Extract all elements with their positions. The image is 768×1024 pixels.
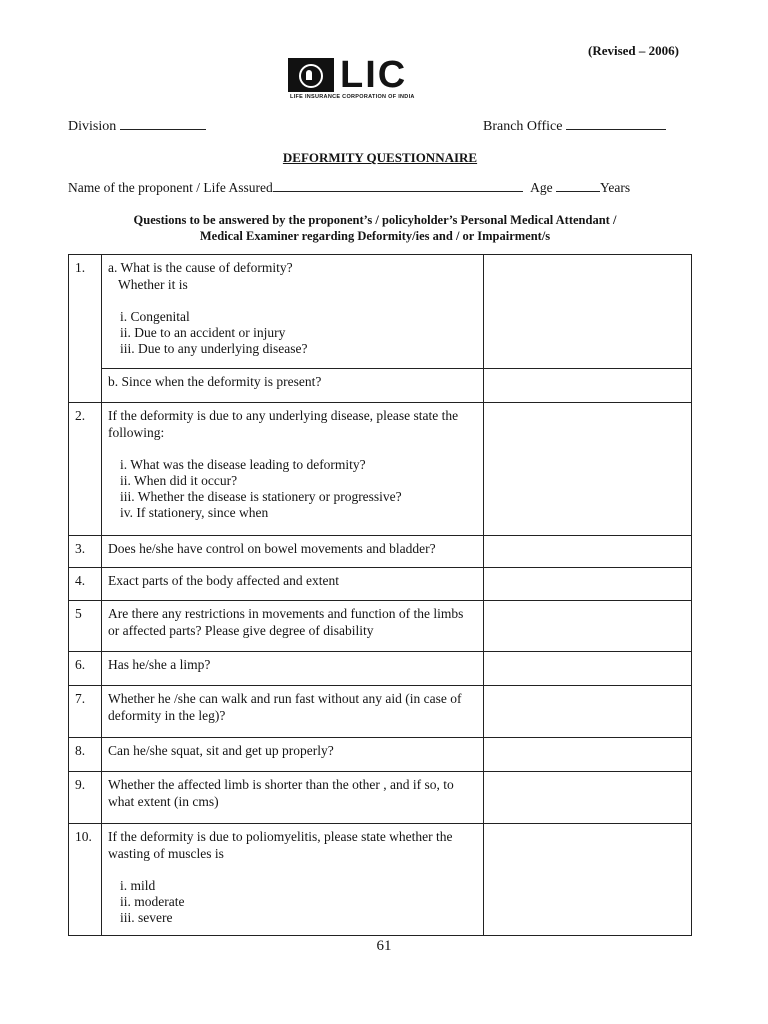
answer-cell[interactable]: [484, 568, 692, 601]
question-text: If the deformity is due to poliomyelitis, please state whether the wasting of muscles is i. mild ii. moderate iii. severe: [102, 824, 484, 936]
question-text: Whether he /she can walk and run fast without any aid (in case of deformity in the leg)?: [102, 686, 484, 738]
division-blank[interactable]: [120, 129, 206, 130]
table-row: [69, 652, 692, 686]
answer-cell[interactable]: [484, 536, 692, 568]
question-text: Exact parts of the body affected and extent: [102, 568, 484, 601]
answer-cell[interactable]: [484, 403, 692, 536]
branch-label: Branch Office: [483, 119, 563, 134]
answer-cell[interactable]: [484, 369, 692, 403]
question-text: Has he/she a limp?: [102, 652, 484, 686]
answer-cell[interactable]: [484, 686, 692, 738]
name-label: Name of the proponent / Life Assured: [68, 180, 273, 195]
table-row: [69, 738, 692, 772]
years-label: Years: [599, 180, 631, 195]
table-row: [69, 369, 692, 403]
question-number: 5: [69, 601, 102, 652]
table-row: [69, 601, 692, 652]
name-blank[interactable]: [273, 191, 523, 192]
answer-cell[interactable]: [484, 824, 692, 936]
answer-cell[interactable]: [484, 772, 692, 824]
table-row: [69, 255, 692, 369]
question-text: b. Since when the deformity is present?: [102, 369, 484, 403]
age-label: Age: [530, 180, 553, 195]
lic-emblem-icon: [288, 58, 334, 92]
question-number: 7.: [69, 686, 102, 738]
answer-cell[interactable]: [484, 255, 692, 369]
question-number: 4.: [69, 568, 102, 601]
logo-subtext: LIFE INSURANCE CORPORATION OF INDIA: [290, 94, 415, 100]
instructions: Questions to be answered by the proponent’s / policyholder’s Personal Medical Attendant / Medical Examiner regarding Deformity/ies and / or Impairment/s: [133, 213, 617, 243]
table-row: [69, 686, 692, 738]
answer-cell[interactable]: [484, 738, 692, 772]
table-row: [69, 568, 692, 601]
table-row: [69, 403, 692, 536]
division-label: Division: [68, 119, 117, 134]
age-blank[interactable]: [556, 191, 600, 192]
question-text: Are there any restrictions in movements and function of the limbs or affected parts? Please give degree of disability: [102, 601, 484, 652]
answer-cell[interactable]: [484, 601, 692, 652]
table-row: [69, 536, 692, 568]
document-title: DEFORMITY QUESTIONNAIRE: [282, 150, 478, 165]
question-text: Can he/she squat, sit and get up properly?: [102, 738, 484, 772]
question-text: Does he/she have control on bowel movements and bladder?: [102, 536, 484, 568]
question-number: 1.: [69, 255, 102, 403]
questionnaire-table: [68, 254, 692, 936]
division-field: [68, 119, 206, 135]
question-number: 2.: [69, 403, 102, 536]
logo-text: LIC: [340, 54, 408, 96]
answer-cell[interactable]: [484, 652, 692, 686]
question-number: 3.: [69, 536, 102, 568]
question-number: 6.: [69, 652, 102, 686]
question-text: a. What is the cause of deformity? Whether it is i. Congenital ii. Due to an accident or injury iii. Due to any underlying disease?: [102, 255, 484, 369]
branch-blank[interactable]: [566, 129, 666, 130]
lic-logo: [288, 54, 415, 100]
question-number: 9.: [69, 772, 102, 824]
revised-note: (Revised – 2006): [588, 43, 679, 58]
question-number: 8.: [69, 738, 102, 772]
table-row: [69, 772, 692, 824]
question-number: 10.: [69, 824, 102, 936]
name-age-line: [68, 180, 630, 196]
page-number: 61: [376, 938, 392, 954]
question-text: Whether the affected limb is shorter than the other , and if so, to what extent (in cms): [102, 772, 484, 824]
table-row: [69, 824, 692, 936]
question-text: If the deformity is due to any underlying disease, please state the following: i. What was the disease leading to deformity? ii. When did it occur? iii. Whether the disease is stationery or progressive? iv. If stationery, since when: [102, 403, 484, 536]
branch-field: [483, 119, 666, 135]
